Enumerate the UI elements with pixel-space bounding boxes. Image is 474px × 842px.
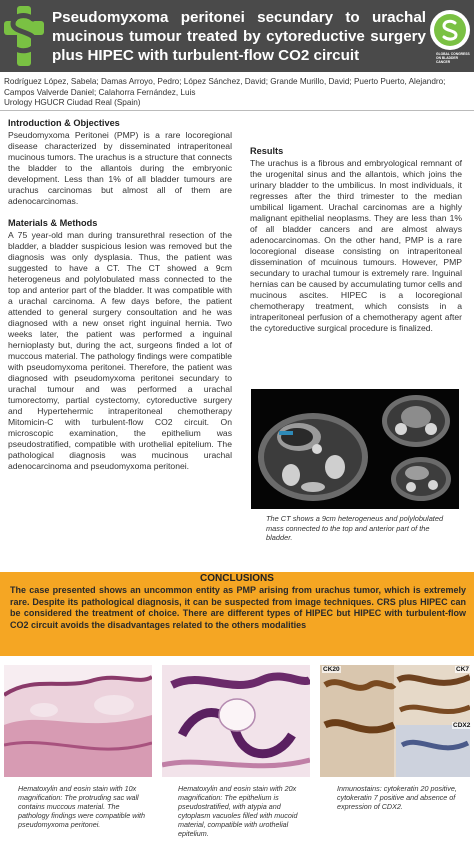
left-column xyxy=(8,118,232,472)
plus-dollar-logo-icon xyxy=(4,6,44,66)
poster-title: Pseudomyxoma peritonei secundary to urachal mucinous tumour treated by cytoreductive surgery plus HIPEC with turbulent-flow CO2 circuit xyxy=(52,9,426,64)
results-title: Results xyxy=(250,146,284,156)
methods-text: A 75 year-old man during transurethral resection of the bladder, a bladder suspicious lesion was removed but the diagnosis was only dysplasia. Thus, the patient was suggested to have a CT. The CT showed a 9cm heterogeneus and polylobulated mass connected to the top and anterior part of the bladder. It was compatible with a urachal carcinoma. A few days before, the patient attended to general surgery consoultation and he was diagnosed with a new onset right inguinal hernia. Two weeks later, the patient was performed a inguinal hernioplasty but, during the act, surgeons finded a lot of muccous material. The pathology findings were compatible with pseudomyxoma peritonei. Therefore, the patient was diagnosed with pseudomyxoma peritonei secundary to urachal tumour and was performed a urachal tumorectomy, partial cystectomy, cytoreductive surgery and Hypertehermic intraperitoneal chemotherapy Mitomicin-C with turbulent-flow CO2 circuit. On microscopic examination, the epithelium was pseudostratified, compatible with urothelial epitelium. The pathological diagnosis was mucinous urachal adenocarcinoma and pseudomyxoma peritonei. xyxy=(8,230,232,471)
figure-caption-3: Inmunostains: cytokeratin 20 positive, cytokeratin 7 positive and absence of expression of CDX2. xyxy=(337,784,457,811)
congress-logo-icon xyxy=(430,10,470,50)
right-column xyxy=(250,146,462,334)
cdx2-label: CDX2 xyxy=(453,722,471,729)
conclusions-box xyxy=(0,572,474,656)
immunostain-image xyxy=(320,665,470,777)
intro-title: Introduction & Objectives xyxy=(8,118,120,128)
affiliation: Urology HGUCR Ciudad Real (Spain) xyxy=(4,98,141,107)
ct-scan-image xyxy=(251,389,459,509)
ck7-label: CK7 xyxy=(456,666,470,673)
poster-header xyxy=(0,0,474,72)
authors: Rodríguez López, Sabela; Damas Arroyo, Pedro; López Sánchez, David; Grande Murillo, David; Puerto Puerto, Alejandro; Campos Valverde Daniel; Calahorra Fernández, Luis xyxy=(4,77,446,97)
histology-10x-image xyxy=(4,665,152,777)
histology-20x-image xyxy=(162,665,310,777)
ck20-label: CK20 xyxy=(323,666,340,673)
methods-title: Materials & Methods xyxy=(8,218,98,228)
ct-caption: The CT shows a 9cm heterogeneus and polylobulated mass connected to the top and anterior part of the bladder. xyxy=(266,514,444,542)
divider xyxy=(0,110,474,111)
intro-text: Pseudomyxoma Peritonei (PMP) is a rare locoregional disease characterized by disseminated intraperitoneal mucinous tumors. The urachus is a structure that connects the bladder to the allantois during the embryonic development. Less than 1% of all bladder tumours are urachus carcinomas but almost all of them are adenocarcinomas. xyxy=(8,130,232,206)
conclusions-title: CONCLUSIONS xyxy=(200,573,274,584)
congress-logo-text: GLOBAL CONGRESS ON BLADDER CANCER xyxy=(436,52,470,64)
conclusions-text: The case presented shows an uncommon entity as PMP arising from urachus tumor, which is extremely rare. Despite its pathological diagnosis, it can be suspected from image techniques. CRS plus HIPEC can be considered the treatment of choice. There are different types of HIPEC but HIPEC with turbulent-flow CO2 circuit avoids the disadvantages related to the others modalities xyxy=(10,585,466,630)
figure-caption-2: Hematoxylin and eosin stain with 20x magnification: The epithelium is pseudostratified, with atypia and cytoplasm vacuoles filled with mucoid material, compatible with urothelial epitelium. xyxy=(178,784,298,838)
figure-caption-1: Hematoxylin and eosin stain with 10x magnification: The protruding sac wall contains muccous material. The pathology findings were compatible with pseudomyxoma peritonei. xyxy=(18,784,146,829)
results-text: The urachus is a fibrous and embryological remnant of the urogenital sinus and the allantois, which joins the urinary bladder to the umbilicus. In most individuals, it regresses after the third trimester to the median umbilical ligament. Urachal carcinomas are a highly malignant epithelial neoplasms. They are less than 1% of all bladder cancers and are almost always adenocarcinomas. On the other hand, PMP is a rare locoregional disease consisting on intraperitoneal dissemination of mcuinous tumours. However, PMP secundary to urachal tumour is extremely rare. Inguinal hernias can be caused by accumulating tumor cells and mucinous ascites. HIPEC is a locoregional chemotherapy treatment, which consists in a intraperitoneal perfusion of a chemotherapy agent after the cytoreductive surgical procedure is finalized. xyxy=(250,158,462,333)
